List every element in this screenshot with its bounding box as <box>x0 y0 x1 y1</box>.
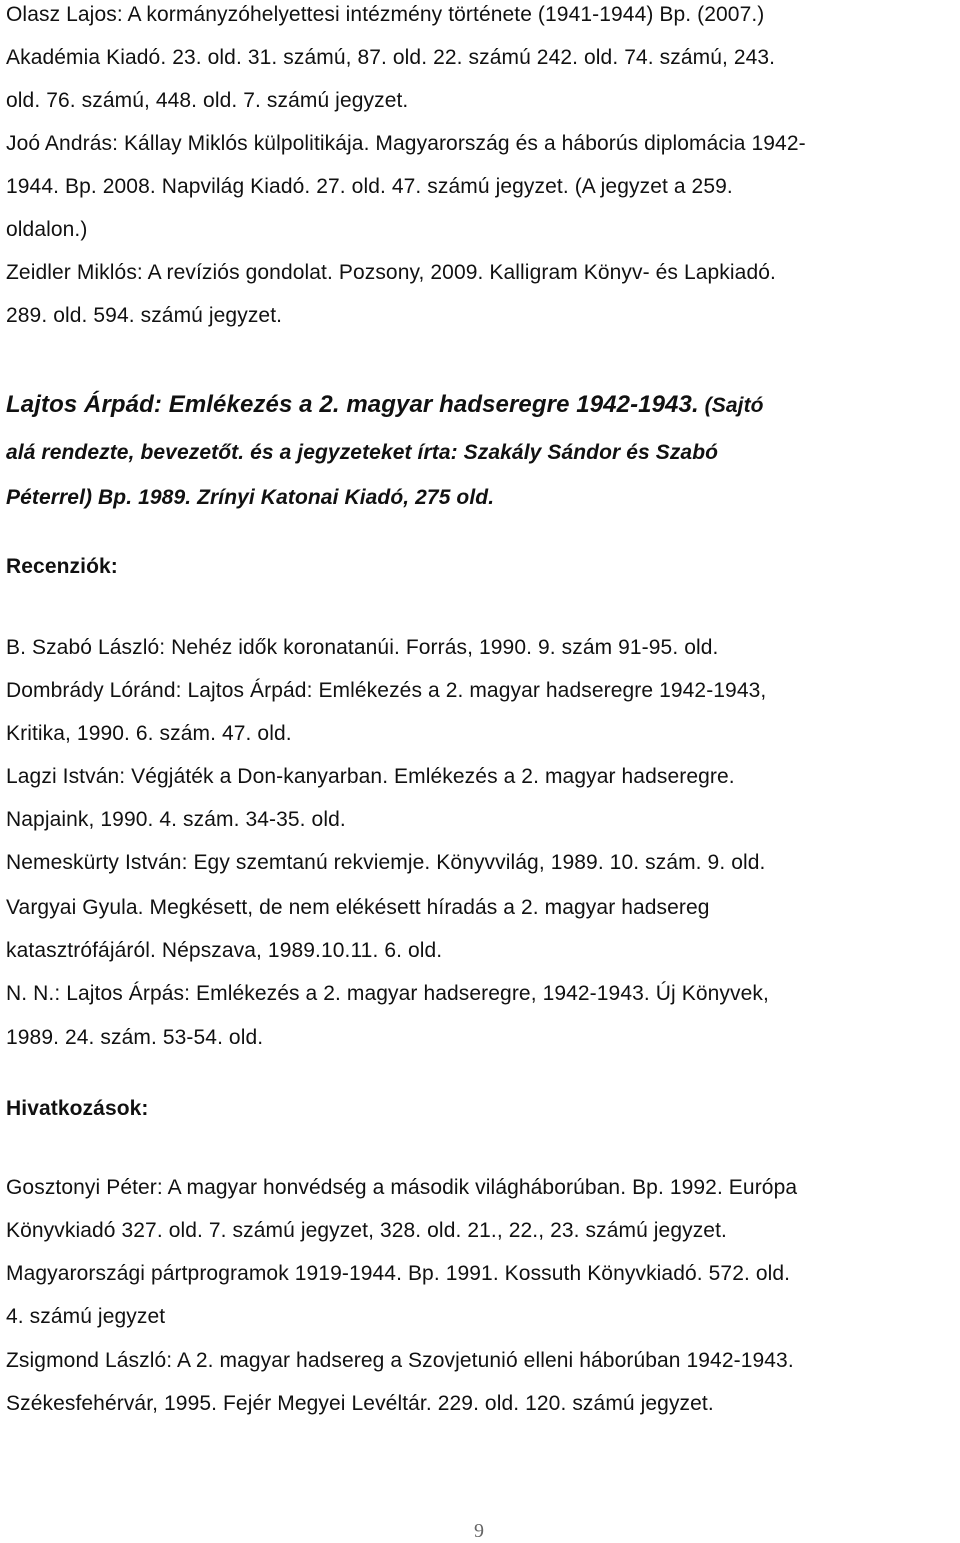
review-line: Kritika, 1990. 6. szám. 47. old. <box>6 722 292 745</box>
citation-line: Zsigmond László: A 2. magyar hadsereg a Szovjetunió elleni háborúban 1942-1943. <box>6 1349 794 1372</box>
reference-line: Zeidler Miklós: A revíziós gondolat. Pozsony, 2009. Kalligram Könyv- és Lapkiadó. <box>6 261 776 284</box>
review-line: Napjaink, 1990. 4. szám. 34-35. old. <box>6 808 346 831</box>
citation-line: Székesfehérvár, 1995. Fejér Megyei Levéltár. 229. old. 120. számú jegyzet. <box>6 1392 714 1415</box>
review-line: Vargyai Gyula. Megkésett, de nem elékésett híradás a 2. magyar hadsereg <box>6 896 710 919</box>
reference-line: Akadémia Kiadó. 23. old. 31. számú, 87. old. 22. számú 242. old. 74. számú, 243. <box>6 46 776 69</box>
review-line: Dombrády Lóránd: Lajtos Árpád: Emlékezés a 2. magyar hadseregre 1942-1943, <box>6 679 767 702</box>
reference-line: 1944. Bp. 2008. Napvilág Kiadó. 27. old. 47. számú jegyzet. (A jegyzet a 259. <box>6 175 733 198</box>
reference-line: Joó András: Kállay Miklós külpolitikája. Magyarország és a háborús diplomácia 1942- <box>6 132 806 155</box>
citations-heading: Hivatkozások: <box>6 1097 149 1120</box>
reference-line: oldalon.) <box>6 218 88 241</box>
citation-line: 4. számú jegyzet <box>6 1305 166 1328</box>
book-publisher-line: Péterrel) Bp. 1989. Zrínyi Katonai Kiadó, 275 old. <box>6 486 495 509</box>
citation-line: Könyvkiadó 327. old. 7. számú jegyzet, 328. old. 21., 22., 23. számú jegyzet. <box>6 1219 727 1242</box>
book-editors-line: alá rendezte, bevezetőt. és a jegyzeteket írta: Szakály Sándor és Szabó <box>6 441 719 464</box>
review-line: Nemeskürty István: Egy szemtanú rekviemje. Könyvvilág, 1989. 10. szám. 9. old. <box>6 851 766 874</box>
book-title-tail: (Sajtó <box>704 394 764 417</box>
reference-line: Olasz Lajos: A kormányzóhelyettesi intézmény története (1941-1944) Bp. (2007.) <box>6 3 765 26</box>
citation-line: Magyarországi pártprogramok 1919-1944. Bp. 1991. Kossuth Könyvkiadó. 572. old. <box>6 1262 791 1285</box>
review-line: N. N.: Lajtos Árpás: Emlékezés a 2. magyar hadseregre, 1942-1943. Új Könyvek, <box>6 982 769 1005</box>
book-title: Lajtos Árpád: Emlékezés a 2. magyar hadseregre 1942-1943. <box>6 391 699 418</box>
reference-line: old. 76. számú, 448. old. 7. számú jegyzet. <box>6 89 409 112</box>
review-line: Lagzi István: Végjáték a Don-kanyarban. Emlékezés a 2. magyar hadseregre. <box>6 765 735 788</box>
reviews-heading: Recenziók: <box>6 555 118 578</box>
citation-line: Gosztonyi Péter: A magyar honvédség a második világháborúban. Bp. 1992. Európa <box>6 1176 798 1199</box>
book-title-line <box>6 393 764 417</box>
page-number: 9 <box>474 1520 484 1542</box>
review-line: 1989. 24. szám. 53-54. old. <box>6 1026 264 1049</box>
review-line: B. Szabó László: Nehéz idők koronatanúi. Forrás, 1990. 9. szám 91-95. old. <box>6 636 719 659</box>
review-line: katasztrófájáról. Népszava, 1989.10.11. 6. old. <box>6 939 443 962</box>
reference-line: 289. old. 594. számú jegyzet. <box>6 304 283 327</box>
